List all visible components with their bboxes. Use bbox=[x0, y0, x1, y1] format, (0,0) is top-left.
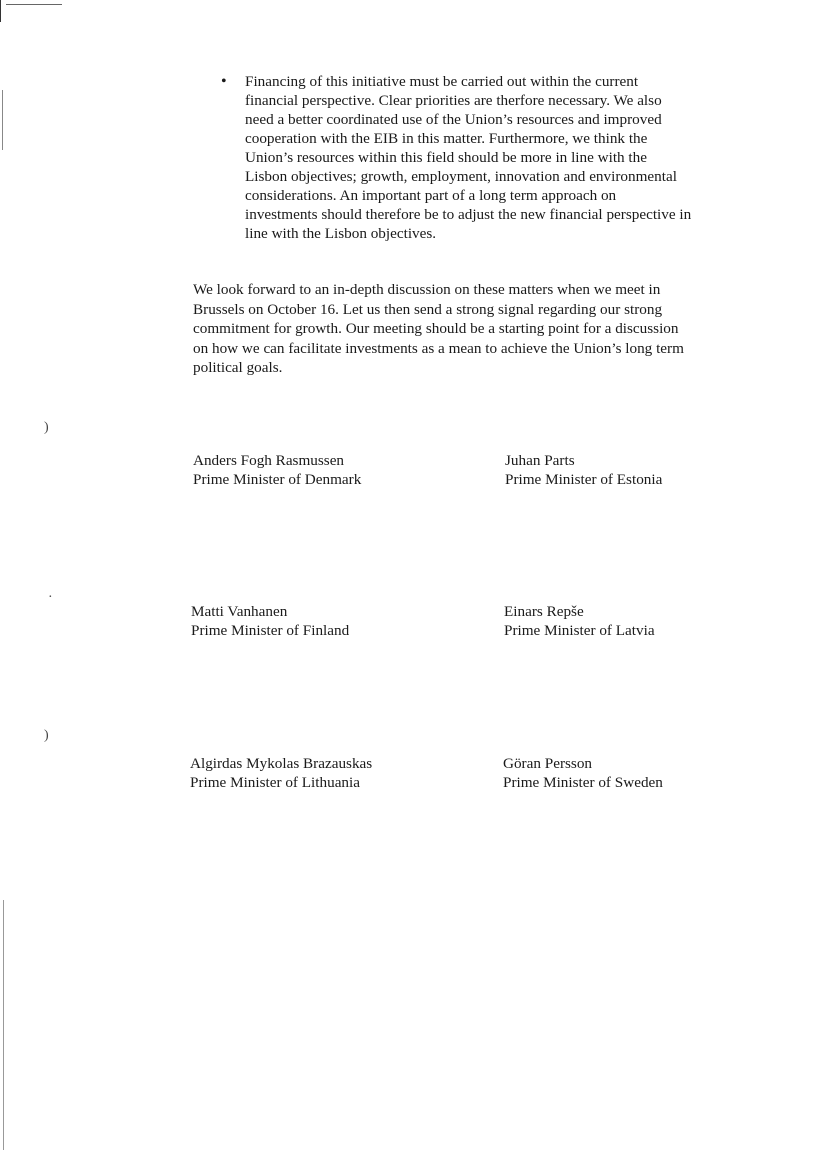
scan-edge-line-top-horizontal bbox=[6, 4, 62, 5]
text-line: financial perspective. Clear priorities are therfore necessary. We also bbox=[245, 92, 662, 109]
signatory-name: Einars Repše bbox=[504, 603, 584, 620]
signatory-lithuania bbox=[190, 754, 372, 792]
signatory-name: Matti Vanhanen bbox=[191, 603, 288, 620]
text-line: line with the Lisbon objectives. bbox=[245, 225, 437, 242]
scan-edge-line-left-lower bbox=[3, 900, 4, 1150]
text-line: Lisbon objectives; growth, employment, innovation and environmental bbox=[245, 168, 677, 185]
signatory-finland bbox=[191, 602, 349, 640]
signatory-title: Prime Minister of Sweden bbox=[503, 774, 663, 791]
text-line: We look forward to an in-depth discussion on these matters when we meet in bbox=[193, 281, 661, 298]
text-line: need a better coordinated use of the Union’s resources and improved bbox=[245, 111, 662, 128]
signatory-sweden bbox=[503, 754, 663, 792]
margin-dot-mark: · bbox=[48, 590, 53, 605]
signatory-estonia bbox=[505, 451, 662, 489]
text-line: Union’s resources within this field should be more in line with the bbox=[245, 149, 647, 166]
scan-edge-line-top bbox=[0, 0, 1, 22]
signatory-denmark bbox=[193, 451, 361, 489]
signatory-title: Prime Minister of Latvia bbox=[504, 622, 655, 639]
scan-edge-line-left bbox=[2, 90, 3, 150]
text-line: Financing of this initiative must be carried out within the current bbox=[245, 73, 639, 90]
bullet-icon: • bbox=[221, 73, 227, 90]
signatory-name: Anders Fogh Rasmussen bbox=[193, 452, 345, 469]
signatory-latvia bbox=[504, 602, 655, 640]
closing-paragraph bbox=[193, 280, 753, 378]
signatory-title: Prime Minister of Estonia bbox=[505, 471, 663, 488]
signatory-title: Prime Minister of Finland bbox=[191, 622, 350, 639]
margin-paren-mark: ) bbox=[44, 420, 49, 435]
margin-paren-mark: ) bbox=[44, 728, 49, 743]
text-line: investments should therefore be to adjust the new financial perspective in bbox=[245, 206, 692, 223]
signatory-title: Prime Minister of Lithuania bbox=[190, 774, 360, 791]
signatory-name: Göran Persson bbox=[503, 755, 593, 772]
text-line: cooperation with the EIB in this matter. Furthermore, we think the bbox=[245, 130, 648, 147]
text-line: commitment for growth. Our meeting should be a starting point for a discussion bbox=[193, 320, 679, 337]
signatory-title: Prime Minister of Denmark bbox=[193, 471, 362, 488]
text-line: considerations. An important part of a long term approach on bbox=[245, 187, 617, 204]
text-line: Brussels on October 16. Let us then send a strong signal regarding our strong bbox=[193, 300, 663, 318]
text-line: political goals. bbox=[193, 359, 283, 376]
signatory-name: Juhan Parts bbox=[505, 452, 575, 469]
bullet-text bbox=[245, 72, 745, 243]
text-line: on how we can facilitate investments as a mean to achieve the Union’s long term bbox=[193, 339, 684, 357]
signatory-name: Algirdas Mykolas Brazauskas bbox=[190, 755, 373, 772]
